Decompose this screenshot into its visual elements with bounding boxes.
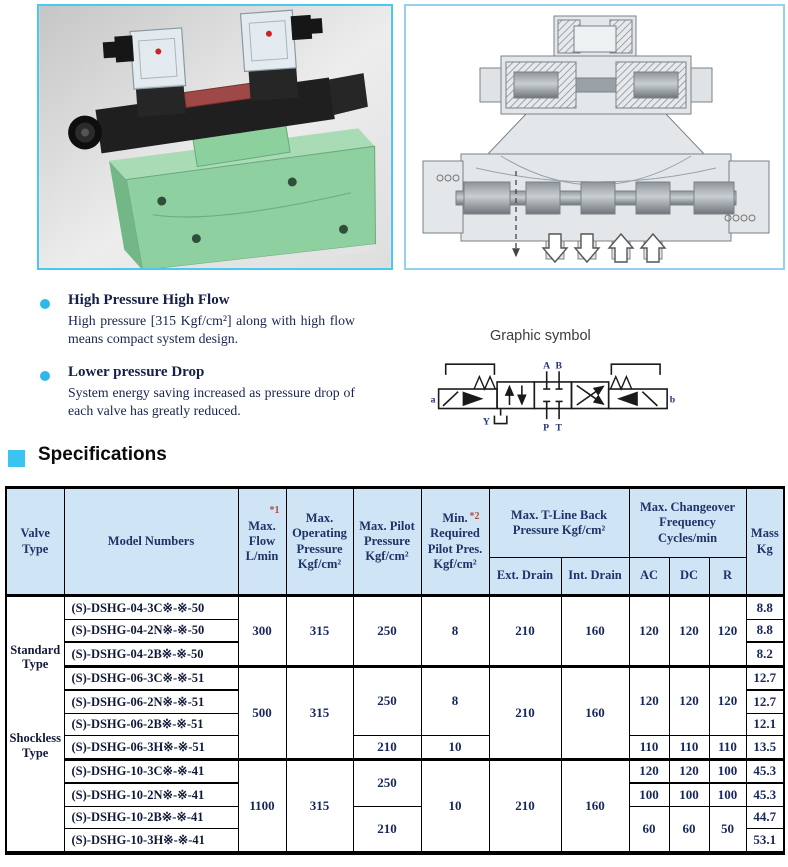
col-model-numbers: Model Numbers: [64, 488, 238, 596]
graphic-symbol-title: Graphic symbol: [490, 328, 591, 344]
col-r: R: [709, 558, 746, 596]
min-pilot-pressure-value: 10: [421, 759, 489, 853]
max-flow-value: 300: [238, 596, 286, 667]
max-operating-pressure-value: 315: [286, 759, 353, 853]
max-flow-value: 500: [238, 666, 286, 759]
col-max-pilot-pressure: Max. Pilot Pressure Kgf/cm²: [353, 488, 421, 596]
bullet-dot-icon: [40, 371, 50, 381]
valve-type-shockless: Shockless Type: [9, 731, 61, 760]
mass-value: 53.1: [746, 829, 784, 853]
max-operating-pressure-value: 315: [286, 596, 353, 667]
model-number: (S)-DSHG-10-3C※-※-41: [64, 759, 238, 783]
table-row: [6, 666, 784, 690]
port-label-Y: Y: [482, 416, 490, 428]
footnote-marker-1: *1: [269, 505, 280, 516]
header-row-1: [6, 488, 784, 558]
feature-body: System energy saving increased as pressure drop of each valve has greatly reduced.: [68, 385, 355, 418]
max-pilot-pressure-value: 210: [353, 736, 421, 760]
port-label-b: b: [669, 394, 676, 406]
ac-value: 120: [629, 596, 669, 667]
max-pilot-pressure-value: 250: [353, 666, 421, 736]
feature-title: Lower pressure Drop: [68, 364, 205, 380]
ac-value: 100: [629, 783, 669, 806]
model-number: (S)-DSHG-04-2N※-※-50: [64, 619, 238, 642]
min-pilot-pressure-value: 8: [421, 596, 489, 667]
max-flow-value: 1100: [238, 759, 286, 853]
table-row: [6, 759, 784, 783]
footnote-marker-2: *2: [469, 511, 480, 522]
col-tline-back-pressure: Max. T-Line Back Pressure Kgf/cm²: [489, 488, 629, 558]
dc-value: 110: [669, 736, 709, 760]
mass-value: 8.2: [746, 642, 784, 666]
port-label-A: A: [543, 360, 551, 372]
ext-drain-value: 210: [489, 759, 561, 853]
col-valve-type: Valve Type: [6, 488, 64, 596]
dc-value: 120: [669, 666, 709, 736]
dc-value: 100: [669, 783, 709, 806]
int-drain-value: 160: [561, 666, 629, 759]
min-pilot-pressure-value: 10: [421, 736, 489, 760]
col-max-operating-pressure: Max. Operating Pressure Kgf/cm²: [286, 488, 353, 596]
valve-type-standard: Standard Type: [10, 642, 61, 671]
mass-value: 44.7: [746, 806, 784, 829]
r-value: 100: [709, 783, 746, 806]
section-marker-icon: [8, 450, 25, 467]
col-max-flow: *1 Max. Flow L/min: [238, 488, 286, 596]
mass-value: 13.5: [746, 736, 784, 760]
max-pilot-pressure-value: 250: [353, 759, 421, 806]
valve-type-cell: [6, 596, 64, 853]
max-operating-pressure-value: 315: [286, 666, 353, 759]
dc-value: 60: [669, 806, 709, 853]
col-ext-drain: Ext. Drain: [489, 558, 561, 596]
port-label-P: P: [543, 422, 550, 434]
min-pilot-pressure-value: 8: [421, 666, 489, 736]
ac-value: 110: [629, 736, 669, 760]
col-ac: AC: [629, 558, 669, 596]
port-label-B: B: [555, 360, 563, 372]
valve-photo-illustration: [39, 6, 391, 268]
mass-value: 45.3: [746, 759, 784, 783]
model-number: (S)-DSHG-06-2N※-※-51: [64, 690, 238, 713]
mass-value: 8.8: [746, 596, 784, 620]
model-number: (S)-DSHG-10-3H※-※-41: [64, 829, 238, 853]
r-value: 110: [709, 736, 746, 760]
mass-value: 12.7: [746, 690, 784, 713]
col-int-drain: Int. Drain: [561, 558, 629, 596]
col-dc: DC: [669, 558, 709, 596]
port-label-a: a: [430, 394, 436, 406]
product-photo: [37, 4, 393, 270]
model-number: (S)-DSHG-10-2B※-※-41: [64, 806, 238, 829]
col-changeover-frequency: Max. Changeover Frequency Cycles/min: [629, 488, 746, 558]
hydraulic-symbol: [428, 356, 676, 438]
ext-drain-value: 210: [489, 596, 561, 667]
max-pilot-pressure-value: 250: [353, 596, 421, 667]
model-number: (S)-DSHG-06-3H※-※-51: [64, 736, 238, 760]
int-drain-value: 160: [561, 596, 629, 667]
col-min-required-pilot-pressure: *2 Min. Required Pilot Pres. Kgf/cm²: [421, 488, 489, 596]
model-number: (S)-DSHG-06-2B※-※-51: [64, 713, 238, 736]
ac-value: 120: [629, 759, 669, 783]
r-value: 50: [709, 806, 746, 853]
table-row: [6, 736, 784, 760]
r-value: 100: [709, 759, 746, 783]
ac-value: 120: [629, 666, 669, 736]
max-pilot-pressure-value: 210: [353, 806, 421, 853]
feature-body: High pressure [315 Kgf/cm²] along with high flow means compact system design.: [68, 313, 355, 346]
model-number: (S)-DSHG-06-3C※-※-51: [64, 666, 238, 690]
ext-drain-value: 210: [489, 666, 561, 759]
r-value: 120: [709, 666, 746, 736]
dc-value: 120: [669, 759, 709, 783]
mass-value: 12.1: [746, 713, 784, 736]
dc-value: 120: [669, 596, 709, 667]
cross-section-illustration: [406, 6, 783, 268]
port-label-T: T: [555, 422, 563, 434]
specifications-table: [5, 486, 785, 855]
col-mass: Mass Kg: [746, 488, 784, 596]
ac-value: 60: [629, 806, 669, 853]
model-number: (S)-DSHG-04-2B※-※-50: [64, 642, 238, 666]
model-number: (S)-DSHG-04-3C※-※-50: [64, 596, 238, 620]
r-value: 120: [709, 596, 746, 667]
mass-value: 45.3: [746, 783, 784, 806]
section-heading: Specifications: [38, 444, 167, 465]
table-row: [6, 596, 784, 620]
cross-section-diagram: [404, 4, 785, 270]
int-drain-value: 160: [561, 759, 629, 853]
table-row: [6, 806, 784, 829]
mass-value: 12.7: [746, 666, 784, 690]
feature-title: High Pressure High Flow: [68, 292, 230, 308]
bullet-dot-icon: [40, 299, 50, 309]
model-number: (S)-DSHG-10-2N※-※-41: [64, 783, 238, 806]
mass-value: 8.8: [746, 619, 784, 642]
